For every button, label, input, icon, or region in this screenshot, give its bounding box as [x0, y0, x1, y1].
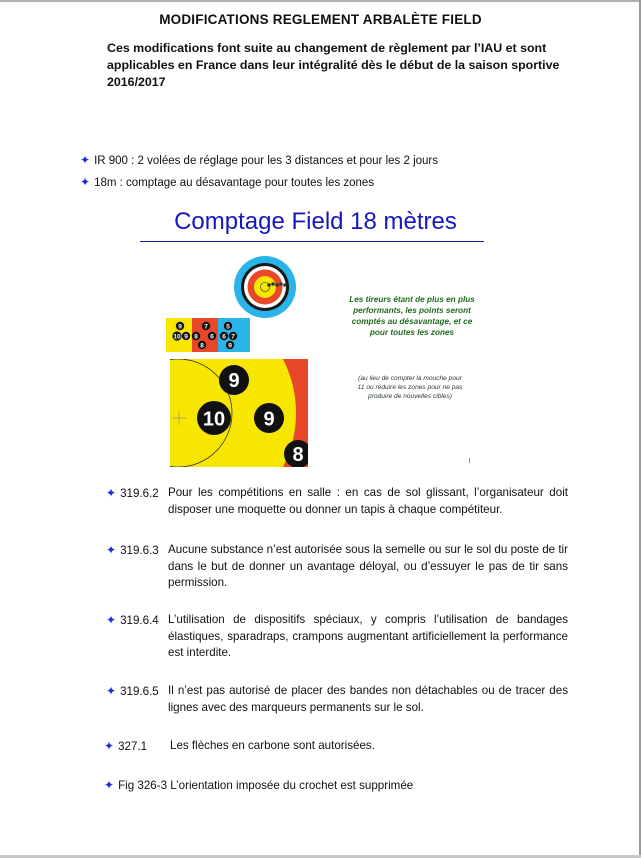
- zone-score-label: 8: [194, 333, 198, 341]
- zoom-score-label: 10: [202, 408, 226, 431]
- zone-score-label: 7: [231, 333, 235, 341]
- rule-item: [106, 485, 568, 519]
- target-face-figure: [233, 253, 297, 321]
- rule-text: Aucune substance n’est autorisée sous la semelle ou sur le sol du poste de tir dans le but de donner un avantage déloyal, ou d’essuyer le pas de tir sans permission.: [168, 543, 568, 589]
- final-rule-line: [104, 778, 413, 792]
- page-subtitle: Ces modifications font suite au changement de règlement par l’IAU et sont applicables en France dans leur intégralité dès le début de la saison sportive 2016/2017: [107, 41, 560, 89]
- bullet-text: IR 900 : 2 volées de réglage pour les 3 distances et pour les 2 jours: [94, 155, 438, 167]
- rule-item: [106, 542, 568, 592]
- page-title: MODIFICATIONS REGLEMENT ARBALÈTE FIELD: [159, 12, 482, 27]
- final-rule-text: Fig 326-3 L’orientation imposée du crochet est supprimée: [118, 779, 414, 792]
- zone-score-label: 9: [178, 323, 182, 331]
- bullet-item: [80, 175, 374, 189]
- rule-text: Pour les compétitions en salle : en cas de sol glissant, l’organisateur doit disposer une moquette ou donner un tapis à chaque compétiteur.: [168, 486, 568, 516]
- heading-underline: [140, 241, 484, 242]
- rule-item: [106, 683, 568, 717]
- bullet-text: 18m : comptage au désavantage pour toutes les zones: [94, 177, 375, 189]
- rule-number: ✦ 319.6.4: [106, 613, 159, 627]
- scoring-zone-strip: [166, 318, 250, 352]
- four-point-star-icon: ✦: [80, 153, 91, 167]
- rule-item: [104, 738, 566, 756]
- zone-score-label: 5: [226, 323, 230, 331]
- four-point-star-icon: ✦: [106, 486, 117, 500]
- rule-number: ✦ 319.6.2: [106, 486, 159, 500]
- rule-text: L’utilisation de dispositifs spéciaux, y compris l’utilisation de bandages élastiques, sparadraps, crampons augmentant artificiellement la performance est interdite.: [168, 613, 568, 659]
- four-point-star-icon: ✦: [106, 543, 117, 557]
- rule-item: [106, 612, 568, 662]
- four-point-star-icon: ✦: [80, 175, 91, 189]
- zone-score-label: 6: [210, 333, 214, 341]
- four-point-star-icon: ✦: [106, 684, 117, 698]
- zone-score-label: 9: [228, 342, 232, 350]
- page-top-edge: [0, 0, 641, 2]
- four-point-star-icon: ✦: [106, 613, 117, 627]
- four-point-star-icon: ✦: [104, 778, 115, 792]
- zoom-score-label: 8: [292, 444, 304, 466]
- zone-score-label: 9: [184, 333, 188, 341]
- section-heading: Comptage Field 18 mètres: [174, 208, 457, 235]
- zone-score-label: 7: [204, 323, 208, 331]
- rule-number: ✦ 327.1: [104, 739, 148, 753]
- zone-score-label: 10: [173, 333, 181, 341]
- zoom-score-label: 9: [228, 370, 240, 392]
- scoring-zoom-figure: [170, 359, 308, 467]
- figure-mark: [469, 458, 470, 463]
- figure-note-secondary: (au lieu de compter la mouche pour 11 ou réduire les zones pour ne pas produire de nouvelles cibles): [357, 375, 463, 400]
- zone-score-label: 6: [222, 333, 226, 341]
- rule-text: Les flèches en carbone sont autorisées.: [170, 739, 375, 752]
- target-ring-gold: [254, 276, 276, 298]
- zone-score-label: 8: [200, 342, 204, 350]
- four-point-star-icon: ✦: [104, 739, 115, 753]
- rule-number: ✦ 319.6.5: [106, 684, 159, 698]
- bullet-item: [80, 153, 438, 167]
- rule-text: Il n’est pas autorisé de placer des bandes non détachables ou de tracer des lignes avec des marqueurs permanents sur le sol.: [168, 684, 568, 714]
- zoom-score-label: 9: [263, 408, 275, 431]
- figure-note-main: Les tireurs étant de plus en plus performants, les points seront comptés au désavantage, et ce pour toutes les zones: [349, 295, 475, 337]
- rule-number: ✦ 319.6.3: [106, 543, 159, 557]
